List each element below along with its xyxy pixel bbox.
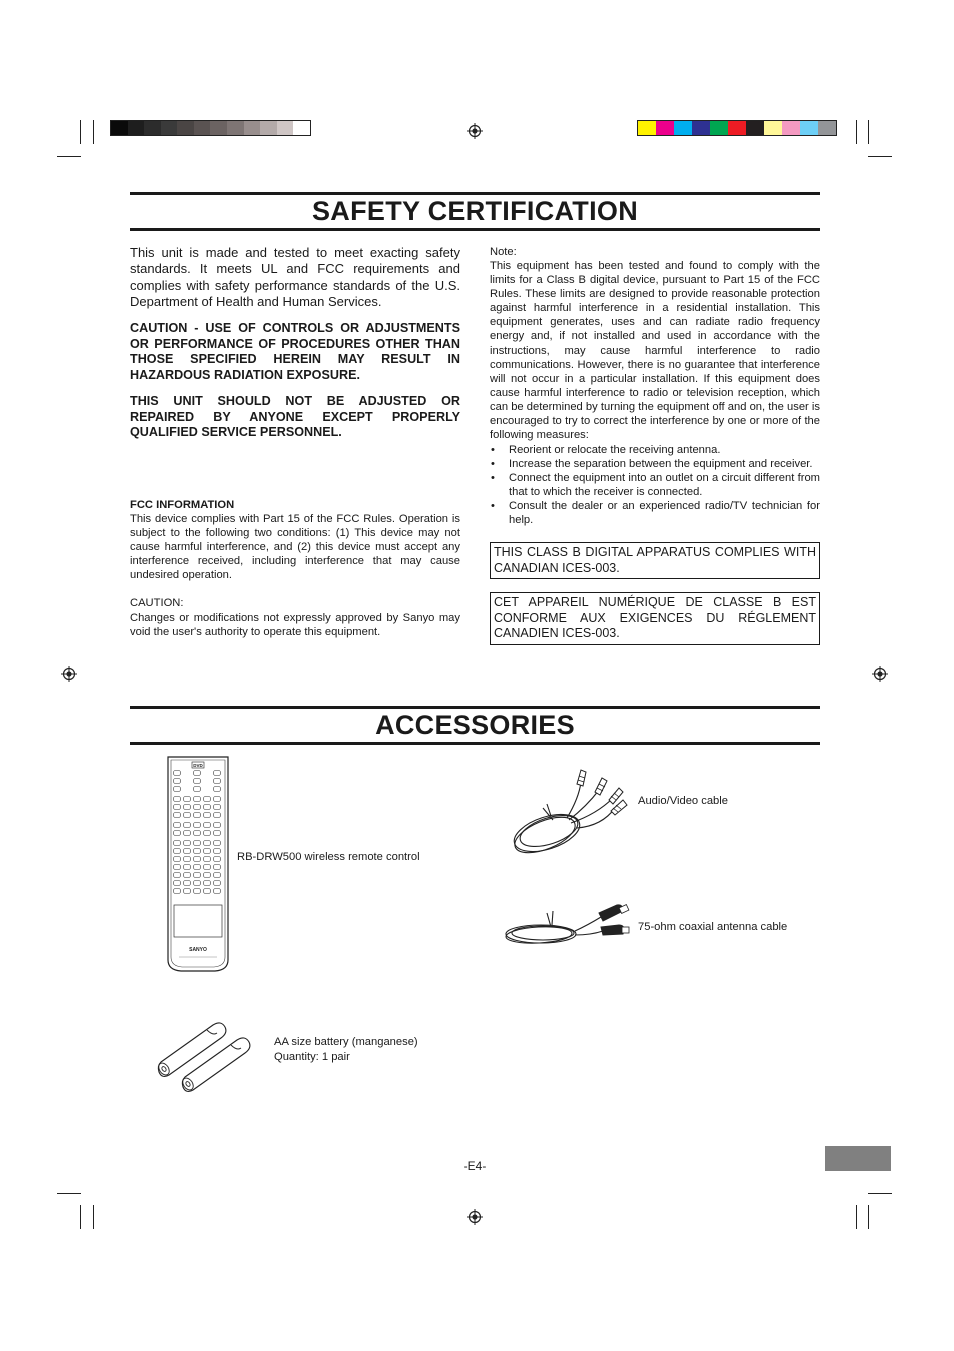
crop-mark xyxy=(57,156,81,157)
heading-rule-bottom xyxy=(130,742,820,745)
calibration-swatch xyxy=(692,121,710,135)
section-title-safety: SAFETY CERTIFICATION xyxy=(311,196,638,226)
interference-measures-list xyxy=(490,443,820,528)
remote-logo: DVD xyxy=(193,763,203,768)
registration-target-icon xyxy=(872,666,888,682)
canada-notice-en: THIS CLASS B DIGITAL APPARATUS COMPLIES WITH CANADIAN ICES-003. xyxy=(490,542,820,579)
calibration-swatch xyxy=(111,121,128,135)
grayscale-calibration-bar xyxy=(110,120,311,136)
calibration-swatch xyxy=(161,121,178,135)
list-item: • Consult the dealer or an experienced radio/TV technician for help. xyxy=(490,499,820,527)
crop-mark xyxy=(80,120,81,144)
crop-mark xyxy=(856,120,857,144)
av-cable-illustration xyxy=(507,768,632,856)
calibration-swatch xyxy=(128,121,145,135)
battery-label: AA size battery (manganese) xyxy=(274,1036,418,1048)
calibration-swatch xyxy=(728,121,746,135)
section-title-accessories: ACCESSORIES xyxy=(375,710,575,740)
note-text: This equipment has been tested and found to comply with the limits for a Class B digital device, pursuant to Part 15 of the FCC Rules. These limits are designed to provide reasonable protection against harmful interference in a residential installation. This equipment generates, uses and can radiate radio frequency energy and, if not installed and used in accordance with the instructions, may cause harmful interference to radio communications. However, there is no guarantee that interference will not occur in a particular installation. If this equipment does cause harmful interference to radio or television reception, which can be determined by turning the equipment off and on, the user is encouraged to try to correct the interference by one or more of the following measures: xyxy=(490,260,820,442)
av-cable-label: Audio/Video cable xyxy=(638,795,728,807)
caution-heading: CAUTION: xyxy=(130,597,184,609)
calibration-swatch xyxy=(144,121,161,135)
calibration-swatch xyxy=(227,121,244,135)
calibration-swatch xyxy=(293,121,310,135)
caution-warning: CAUTION - USE OF CONTROLS OR ADJUSTMENTS OR PERFORMANCE OF PROCEDURES OTHER THAN THOSE SPECIFIED HEREIN MAY RESULT IN HAZARDOUS RADIATION EXPOSURE. xyxy=(130,321,460,383)
calibration-swatch xyxy=(746,121,764,135)
remote-control-illustration xyxy=(165,755,231,973)
repair-warning: THIS UNIT SHOULD NOT BE ADJUSTED OR REPAIRED BY ANYONE EXCEPT PROPERLY QUALIFIED SERVICE PERSONNEL. xyxy=(130,394,460,440)
safety-intro: This unit is made and tested to meet exacting safety standards. It meets UL and FCC requirements and complies with safety performance standards of the U.S. Department of Health and Human Services. xyxy=(130,245,460,309)
calibration-swatch xyxy=(674,121,692,135)
calibration-swatch xyxy=(244,121,261,135)
calibration-swatch xyxy=(710,121,728,135)
crop-mark xyxy=(868,1205,869,1229)
note-heading: Note: xyxy=(490,246,517,258)
list-item: • Connect the equipment into an outlet on a circuit different from that to which the receiver is connected. xyxy=(490,471,820,499)
registration-target-icon xyxy=(61,666,77,682)
caution-text: Changes or modifications not expressly approved by Sanyo may void the user's authority to operate this equipment. xyxy=(130,612,460,639)
calibration-swatch xyxy=(800,121,818,135)
coaxial-cable-label: 75-ohm coaxial antenna cable xyxy=(638,921,788,933)
calibration-swatch xyxy=(277,121,294,135)
calibration-swatch xyxy=(764,121,782,135)
crop-mark xyxy=(57,1193,81,1194)
heading-rule-top xyxy=(130,706,820,709)
remote-control-label: RB-DRW500 wireless remote control xyxy=(237,851,420,863)
crop-mark xyxy=(868,120,869,144)
crop-mark xyxy=(93,120,94,144)
list-item: • Reorient or relocate the receiving antenna. xyxy=(490,443,820,457)
fcc-text: This device complies with Part 15 of the FCC Rules. Operation is subject to the following two conditions: (1) This device may not cause harmful interference, and (2) this device must accept any interference received, including interference that may cause undesired operation. xyxy=(130,513,460,582)
crop-mark xyxy=(93,1205,94,1229)
heading-rule-top xyxy=(130,192,820,195)
calibration-swatch xyxy=(177,121,194,135)
calibration-swatch xyxy=(260,121,277,135)
section-tab-marker xyxy=(825,1146,891,1171)
coaxial-cable-illustration xyxy=(503,903,633,949)
calibration-swatch xyxy=(638,121,656,135)
list-item: • Increase the separation between the equipment and receiver. xyxy=(490,457,820,471)
canada-notice-fr: CET APPAREIL NUMÉRIQUE DE CLASSE B EST CONFORME AUX EXIGENCES DU RÉGLEMENT CANADIEN ICES-003. xyxy=(490,592,820,645)
crop-mark xyxy=(80,1205,81,1229)
crop-mark xyxy=(868,156,892,157)
batteries-illustration xyxy=(155,1020,255,1095)
calibration-swatch xyxy=(656,121,674,135)
page-number: -E4- xyxy=(463,1159,487,1173)
heading-rule-bottom xyxy=(130,228,820,231)
crop-mark xyxy=(868,1193,892,1194)
color-calibration-bar xyxy=(637,120,837,136)
calibration-swatch xyxy=(194,121,211,135)
fcc-heading: FCC INFORMATION xyxy=(130,499,235,511)
calibration-swatch xyxy=(818,121,836,135)
calibration-swatch xyxy=(210,121,227,135)
calibration-swatch xyxy=(782,121,800,135)
registration-target-icon xyxy=(467,1209,483,1225)
battery-quantity: Quantity: 1 pair xyxy=(274,1051,350,1063)
remote-brand: SANYO xyxy=(189,947,207,953)
registration-target-icon xyxy=(467,123,483,139)
crop-mark xyxy=(856,1205,857,1229)
